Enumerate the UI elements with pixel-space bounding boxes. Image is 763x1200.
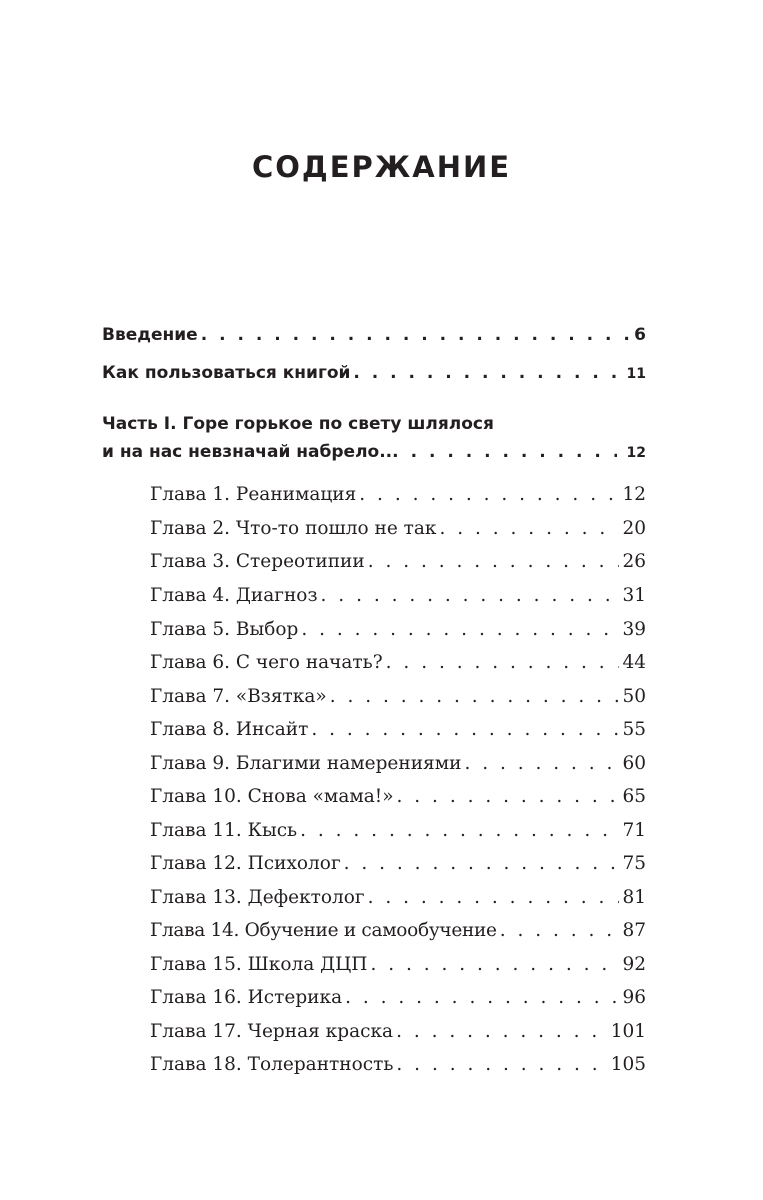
toc-entry-label: Глава 4. Диагноз: [150, 585, 318, 606]
toc-entry-page: 105: [610, 1054, 646, 1075]
dot-leader: [344, 853, 620, 874]
toc-entry-label: Глава 1. Реанимация: [150, 484, 357, 505]
toc-entry-label: Глава 9. Благими намерениями: [150, 753, 462, 774]
toc-entry-chapter[interactable]: [150, 484, 646, 505]
dot-leader: [359, 484, 619, 505]
toc-entry-label: Глава 10. Снова «мама!»: [150, 786, 394, 807]
dot-leader: [201, 325, 631, 345]
part-heading-line1[interactable]: Часть I. Горе горькое по свету шлялося: [102, 414, 494, 434]
toc-entry-label: Глава 16. Истерика: [150, 987, 343, 1008]
toc-entry-label: Глава 3. Стереотипии: [150, 551, 365, 572]
toc-entry-label: Глава 6. С чего начать?: [150, 652, 383, 673]
toc-entry-chapter[interactable]: [150, 753, 646, 774]
toc-entry-how-to-use[interactable]: [102, 363, 646, 383]
dot-leader: [353, 363, 623, 383]
toc-entry-label: Введение: [102, 325, 198, 345]
dot-leader: [396, 1054, 607, 1075]
toc-entry-page: 44: [622, 652, 646, 673]
toc-entry-chapter[interactable]: [150, 719, 646, 740]
toc-entry-page: 71: [622, 820, 646, 841]
toc-entry-page: 81: [622, 887, 646, 908]
toc-entry-page: 65: [622, 786, 646, 807]
toc-entry-label: Глава 15. Школа ДЦП: [150, 954, 368, 975]
dot-leader: [464, 753, 619, 774]
toc-entry-label: Как пользоваться книгой: [102, 363, 351, 383]
dot-leader: [370, 954, 619, 975]
toc-entry-chapter[interactable]: [150, 954, 646, 975]
toc-entry-page: 55: [622, 719, 646, 740]
toc-entry-chapter[interactable]: [150, 619, 646, 640]
toc-entry-label: Глава 2. Что-то пошло не так: [150, 518, 437, 539]
toc-entry-chapter[interactable]: [150, 551, 646, 572]
toc-entry-page: 31: [622, 585, 646, 606]
dot-leader: [411, 442, 617, 462]
toc-entry-chapter[interactable]: [150, 652, 646, 673]
dot-leader: [321, 585, 620, 606]
dot-leader: [301, 619, 619, 640]
toc-entry-chapter[interactable]: [150, 786, 646, 807]
toc-entry-label: Глава 17. Черная краска: [150, 1021, 394, 1042]
toc-entry-chapter[interactable]: [150, 853, 646, 874]
toc-entry-chapter[interactable]: [150, 887, 646, 908]
toc-entry-page: 26: [622, 551, 646, 572]
toc-entry-label: Глава 11. Кысь: [150, 820, 298, 841]
dot-leader: [368, 887, 620, 908]
page-title: СОДЕРЖАНИЕ: [251, 150, 512, 184]
dot-leader: [345, 987, 619, 1008]
toc-entry-chapter[interactable]: [150, 987, 646, 1008]
toc-entry-label: Глава 12. Психолог: [150, 853, 341, 874]
toc-entry-page: 50: [622, 686, 646, 707]
toc-entry-page: 20: [622, 518, 646, 539]
toc-entry-page: 101: [610, 1021, 646, 1042]
toc-entry-chapter[interactable]: [150, 585, 646, 606]
dot-leader: [440, 518, 620, 539]
toc-entry-page: 87: [622, 920, 646, 941]
toc-entry-chapter[interactable]: [150, 920, 646, 941]
toc-entry-page: 96: [622, 987, 646, 1008]
toc-entry-label: Глава 8. Инсайт: [150, 719, 309, 740]
dot-leader: [396, 1021, 608, 1042]
dot-leader: [330, 686, 620, 707]
toc-entry-introduction[interactable]: [102, 325, 646, 345]
toc-entry-page: 92: [622, 954, 646, 975]
toc-entry-chapter[interactable]: [150, 820, 646, 841]
toc-entry-page: 11: [626, 366, 646, 382]
toc-entry-label: Глава 5. Выбор: [150, 619, 299, 640]
toc-entry-label: Глава 13. Дефектолог: [150, 887, 365, 908]
toc-entry-label: Глава 18. Толерантность: [150, 1054, 394, 1075]
part-heading-line2: и на нас невзначай набрело...: [102, 442, 399, 462]
toc-entry-page: 75: [622, 853, 646, 874]
toc-entry-chapter[interactable]: [150, 1054, 646, 1075]
dot-leader: [311, 719, 619, 740]
toc-entry-chapter[interactable]: [150, 1021, 646, 1042]
dot-leader: [500, 920, 620, 941]
toc-entry-page: 6: [634, 325, 646, 345]
dot-leader: [300, 820, 619, 841]
dot-leader: [397, 786, 620, 807]
dot-leader: [368, 551, 620, 572]
toc-entry-label: Глава 14. Обучение и самообучение: [150, 920, 497, 941]
toc-entry-page: 12: [622, 484, 646, 505]
toc-entry-page: 39: [622, 619, 646, 640]
toc-entry-chapter[interactable]: [150, 686, 646, 707]
toc-entry-page: 60: [622, 753, 646, 774]
toc-entry-page: 12: [626, 445, 646, 461]
toc-entry-part-1[interactable]: [102, 442, 646, 462]
dot-leader: [386, 652, 620, 673]
toc-entry-label: Глава 7. «Взятка»: [150, 686, 327, 707]
toc-entry-chapter[interactable]: [150, 518, 646, 539]
